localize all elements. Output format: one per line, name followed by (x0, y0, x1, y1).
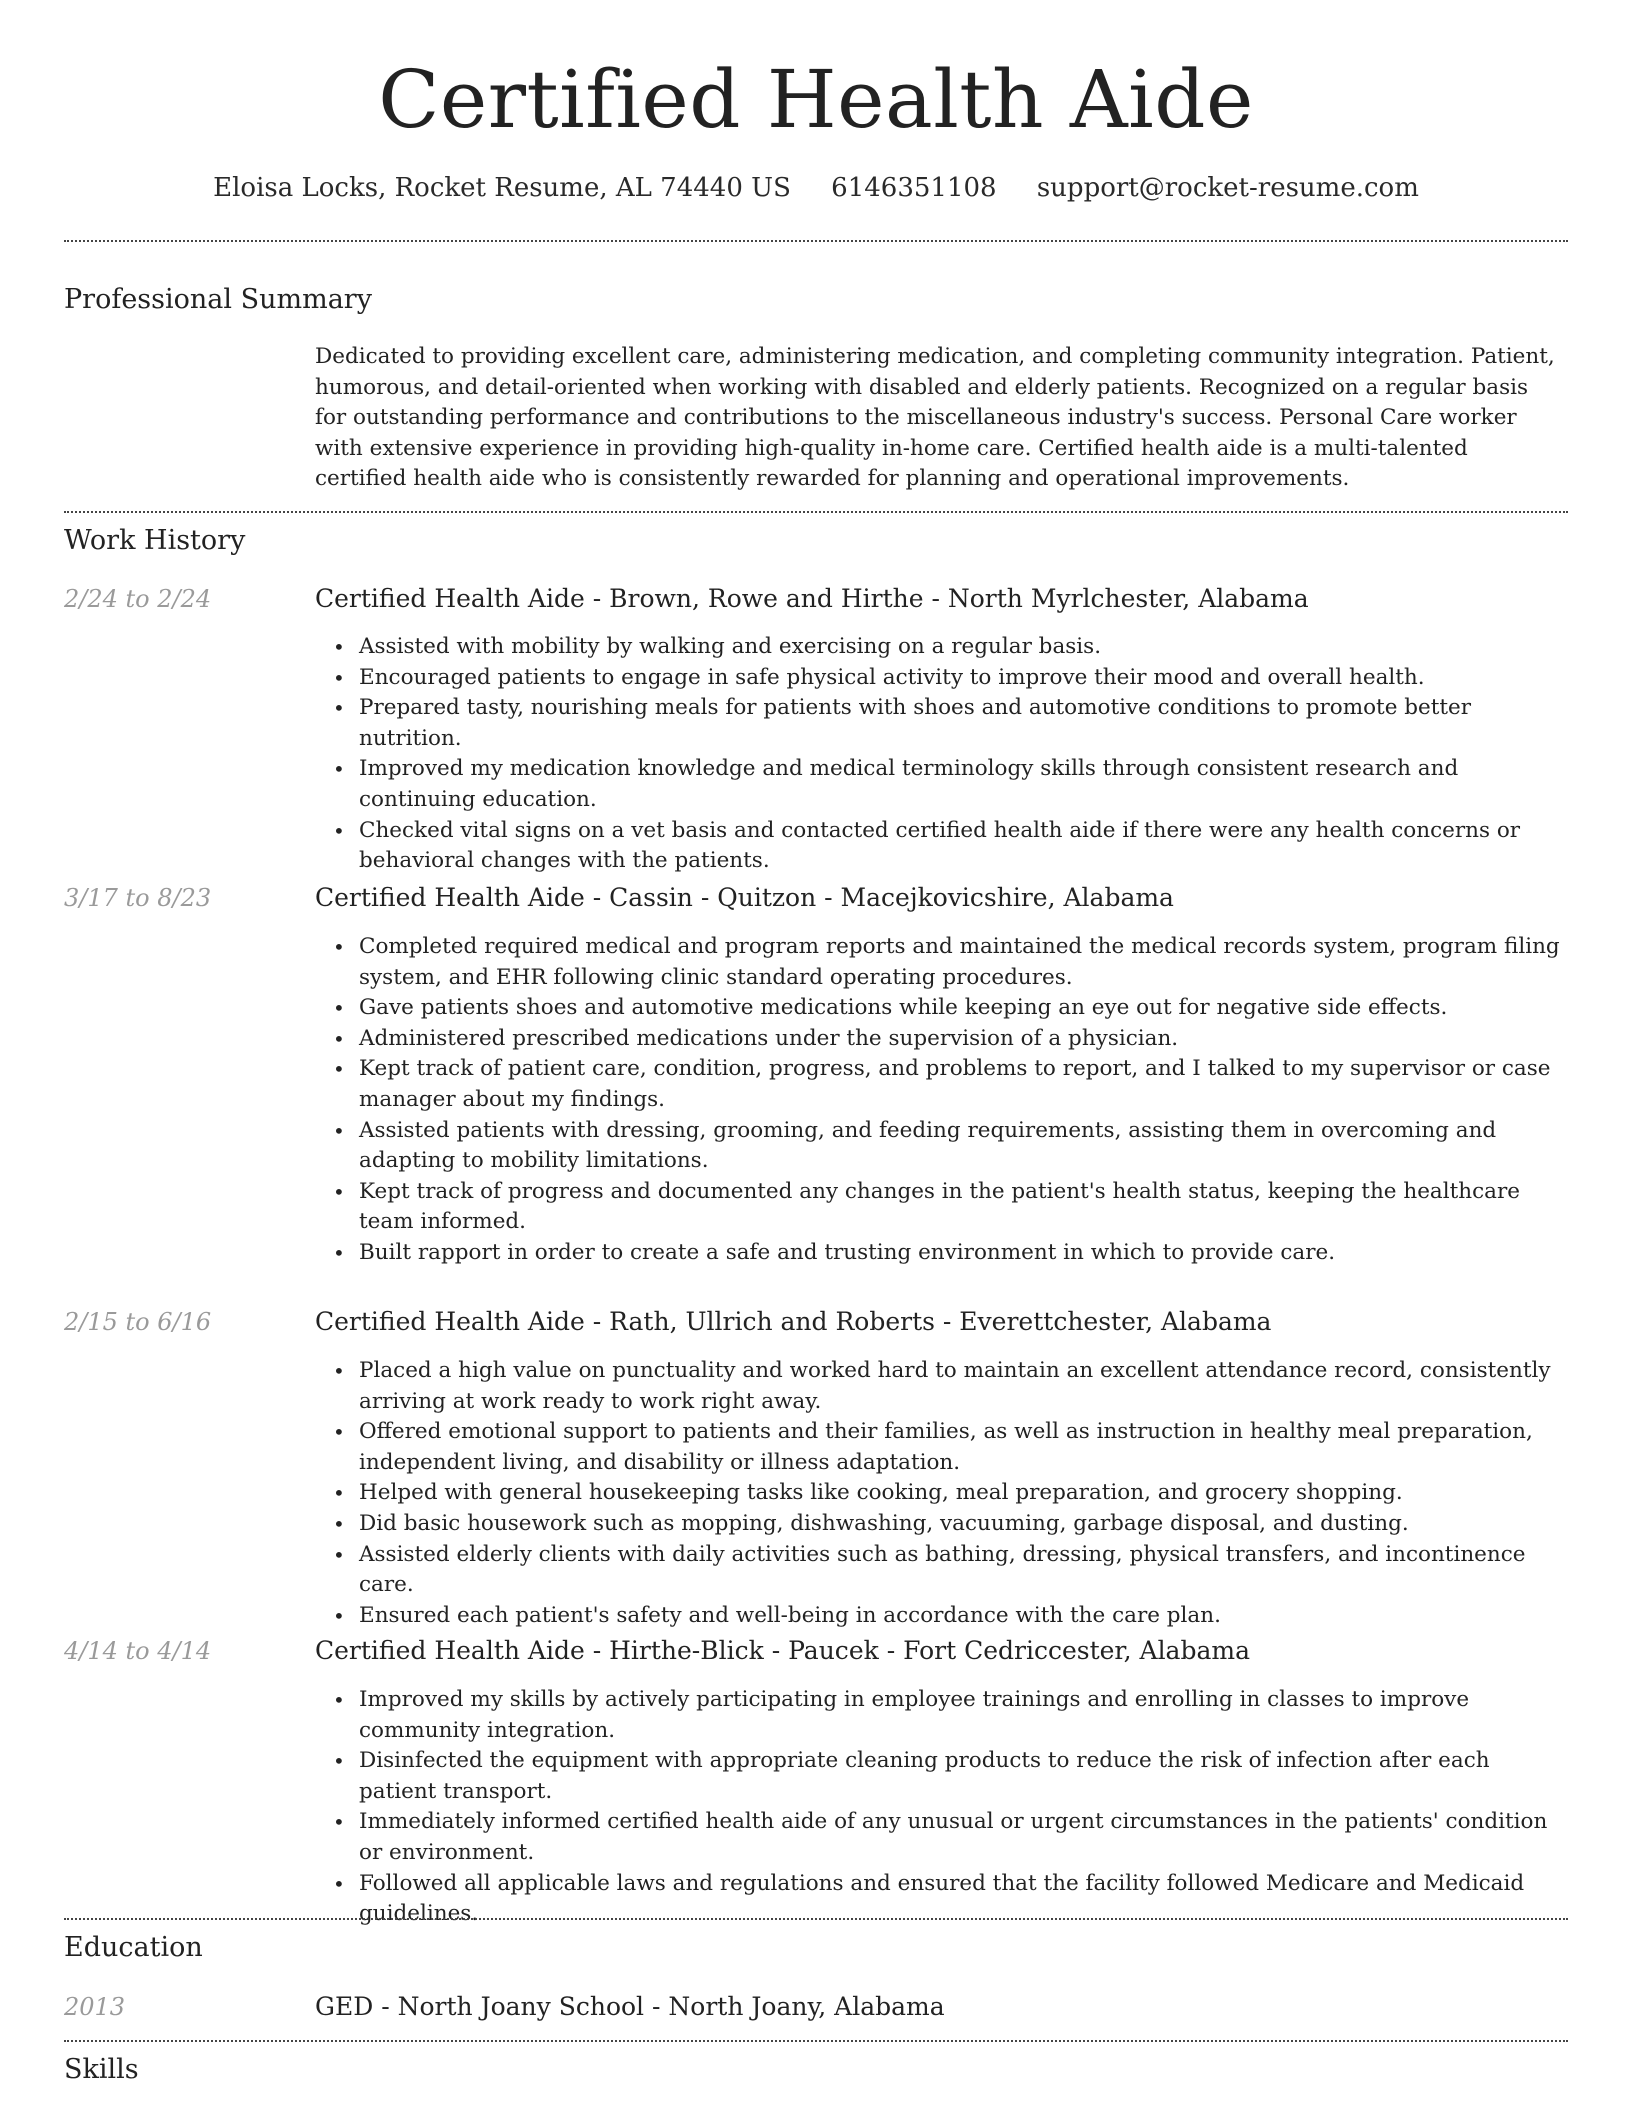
job-bullet: • Did basic housework such as mopping, dishwashing, vacuuming, garbage disposal, and dusting. (315, 1509, 1560, 1540)
resume-title: Certified Health Aide (378, 53, 1254, 146)
job-title: Certified Health Aide - Cassin - Quitzon - Macejkovicshire, Alabama (315, 883, 1174, 912)
work-history-heading: Work History (64, 525, 246, 556)
job-bullet: • Ensured each patient's safety and well-being in accordance with the care plan. (315, 1601, 1560, 1632)
job-bullet: • Helped with general housekeeping tasks like cooking, meal preparation, and grocery shopping. (315, 1478, 1560, 1509)
section-divider (64, 1918, 1568, 1920)
education-date: 2013 (64, 1993, 126, 2021)
job-bullet-list (315, 632, 1560, 877)
job-bullet: • Disinfected the equipment with appropriate cleaning products to reduce the risk of infection after each patient transport. (315, 1746, 1560, 1807)
job-date: 3/17 to 8/23 (64, 884, 212, 912)
summary-text: Dedicated to providing excellent care, administering medication, and completing community integration. Patient, humorous, and detail-oriented when working with disabled and elderly patients. Recognized on a regular basis for outstanding performance and contributions to the miscellaneous industry's success. Personal Care worker with extensive experience in providing high-quality in-home care. Certified health aide is a multi-talented certified health aide who is consistently rewarded for planning and operational improvements. (315, 344, 1555, 492)
job-bullet: • Gave patients shoes and automotive medications while keeping an eye out for negative side effects. (315, 993, 1560, 1024)
contact-email: support@rocket-resume.com (1036, 173, 1419, 203)
job-bullet-list (315, 1685, 1560, 1930)
job-title: Certified Health Aide - Brown, Rowe and Hirthe - North Myrlchester, Alabama (315, 584, 1309, 613)
contact-line (0, 168, 1632, 208)
education-title: GED - North Joany School - North Joany, Alabama (315, 1992, 945, 2021)
job-bullet: • Encouraged patients to engage in safe physical activity to improve their mood and overall health. (315, 663, 1560, 694)
job-bullet-list (315, 932, 1560, 1269)
job-date: 4/14 to 4/14 (64, 1637, 212, 1665)
job-bullet: • Improved my skills by actively participating in employee trainings and enrolling in classes to improve community integration. (315, 1685, 1560, 1746)
job-bullet: • Prepared tasty, nourishing meals for patients with shoes and automotive conditions to promote better nutrition. (315, 693, 1560, 754)
job-bullet: • Assisted patients with dressing, grooming, and feeding requirements, assisting them in overcoming and adapting to mobility limitations. (315, 1116, 1560, 1177)
contact-address: Eloisa Locks, Rocket Resume, AL 74440 US (213, 173, 791, 203)
education-heading: Education (64, 1932, 203, 1963)
job-bullet: • Assisted with mobility by walking and exercising on a regular basis. (315, 632, 1560, 663)
job-bullet: • Completed required medical and program reports and maintained the medical records system, program filing system, and EHR following clinic standard operating procedures. (315, 932, 1560, 993)
section-divider (64, 511, 1568, 513)
job-bullet: • Immediately informed certified health aide of any unusual or urgent circumstances in the patients' condition or environment. (315, 1807, 1560, 1868)
job-bullet: • Kept track of progress and documented any changes in the patient's health status, keeping the healthcare team informed. (315, 1177, 1560, 1238)
job-bullet: • Built rapport in order to create a safe and trusting environment in which to provide care. (315, 1238, 1560, 1269)
summary-heading: Professional Summary (64, 284, 372, 315)
job-bullet: • Assisted elderly clients with daily activities such as bathing, dressing, physical transfers, and incontinence care. (315, 1540, 1560, 1601)
job-title: Certified Health Aide - Hirthe-Blick - Paucek - Fort Cedriccester, Alabama (315, 1636, 1250, 1665)
job-bullet: • Administered prescribed medications under the supervision of a physician. (315, 1024, 1560, 1055)
job-date: 2/15 to 6/16 (64, 1308, 212, 1336)
job-bullet: • Improved my medication knowledge and medical terminology skills through consistent research and continuing education. (315, 754, 1560, 815)
job-bullet: • Checked vital signs on a vet basis and contacted certified health aide if there were any health concerns or behavioral changes with the patients. (315, 816, 1560, 877)
job-date: 2/24 to 2/24 (64, 585, 212, 613)
section-divider (64, 2040, 1568, 2042)
contact-phone: 6146351108 (831, 173, 997, 203)
job-bullet: • Kept track of patient care, condition, progress, and problems to report, and I talked to my supervisor or case manager about my findings. (315, 1054, 1560, 1115)
job-bullet: • Offered emotional support to patients and their families, as well as instruction in healthy meal preparation, independent living, and disability or illness adaptation. (315, 1417, 1560, 1478)
section-divider (64, 240, 1568, 242)
job-title: Certified Health Aide - Rath, Ullrich and Roberts - Everettchester, Alabama (315, 1307, 1272, 1336)
skills-heading: Skills (64, 2054, 139, 2085)
job-bullet: • Followed all applicable laws and regulations and ensured that the facility followed Medicare and Medicaid guidelines. (315, 1869, 1560, 1930)
job-bullet-list (315, 1356, 1560, 1631)
job-bullet: • Placed a high value on punctuality and worked hard to maintain an excellent attendance record, consistently arriving at work ready to work right away. (315, 1356, 1560, 1417)
